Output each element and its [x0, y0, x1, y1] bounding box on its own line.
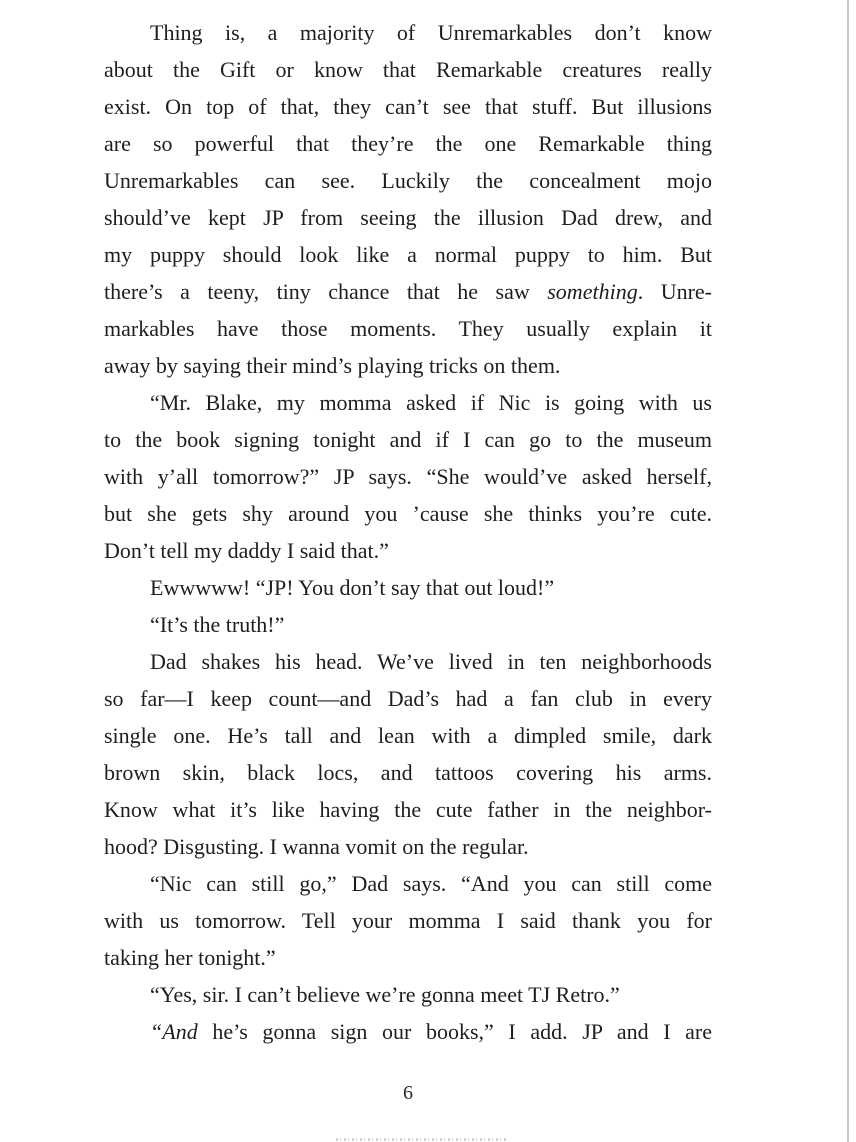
text-segment: markables have those moments. They usually explain it [104, 316, 712, 341]
cutoff-text-sliver [336, 1138, 508, 1141]
text-line [104, 532, 712, 569]
text-line [104, 458, 712, 495]
text-line [104, 976, 712, 1013]
text-segment: but she gets shy around you ’cause she thinks you’re cute. [104, 501, 712, 526]
text-segment: there’s a teeny, tiny chance that he saw [104, 279, 548, 304]
page-number: 6 [403, 1082, 413, 1104]
text-line [104, 717, 712, 754]
text-segment: “It’s the truth!” [150, 612, 285, 637]
text-line [104, 828, 712, 865]
text-segment: “Nic can still go,” Dad says. “And you can still come [150, 871, 712, 896]
text-line [104, 347, 712, 384]
text-segment: hood? Disgusting. I wanna vomit on the regular. [104, 834, 529, 859]
text-segment: “ [150, 1019, 163, 1044]
text-line [104, 865, 712, 902]
text-segment: . Unre- [637, 279, 712, 304]
text-segment: my puppy should look like a normal puppy to him. But [104, 242, 712, 267]
text-segment: away by saying their mind’s playing tricks on them. [104, 353, 561, 378]
text-segment: Ewwwww! “JP! You don’t say that out loud!” [150, 575, 555, 600]
text-line [104, 199, 712, 236]
text-line [104, 310, 712, 347]
text-segment: so far—I keep count—and Dad’s had a fan club in every [104, 686, 712, 711]
text-line [104, 1013, 712, 1050]
text-segment: “Mr. Blake, my momma asked if Nic is going with us [150, 390, 712, 415]
text-segment: should’ve kept JP from seeing the illusion Dad drew, and [104, 205, 712, 230]
text-line [104, 902, 712, 939]
text-line [104, 273, 712, 310]
text-line [104, 791, 712, 828]
text-segment: Thing is, a majority of Unremarkables don’t know [150, 20, 712, 45]
text-line [104, 236, 712, 273]
text-segment: exist. On top of that, they can’t see that stuff. But illusions [104, 94, 712, 119]
text-line [104, 680, 712, 717]
text-segment: brown skin, black locs, and tattoos covering his arms. [104, 760, 712, 785]
text-segment: with us tomorrow. Tell your momma I said thank you for [104, 908, 712, 933]
text-segment: are so powerful that they’re the one Remarkable thing [104, 131, 712, 156]
scrollbar-rule [847, 0, 849, 1142]
text-segment: single one. He’s tall and lean with a dimpled smile, dark [104, 723, 712, 748]
text-line [104, 125, 712, 162]
text-segment: to the book signing tonight and if I can go to the museum [104, 427, 712, 452]
text-line [104, 421, 712, 458]
text-line [104, 14, 712, 51]
text-line [104, 162, 712, 199]
text-segment: about the Gift or know that Remarkable creatures really [104, 57, 712, 82]
text-segment: he’s gonna sign our books,” I add. JP and I are [197, 1019, 712, 1044]
text-line [104, 606, 712, 643]
text-line [104, 939, 712, 976]
text-segment: Unremarkables can see. Luckily the concealment mojo [104, 168, 712, 193]
text-segment: with y’all tomorrow?” JP says. “She would’ve asked herself, [104, 464, 712, 489]
text-line [104, 384, 712, 421]
text-line [104, 569, 712, 606]
text-segment: Know what it’s like having the cute father in the neighbor- [104, 797, 712, 822]
text-segment: “Yes, sir. I can’t believe we’re gonna meet TJ Retro.” [150, 982, 620, 1007]
text-segment: something [547, 279, 638, 304]
text-line [104, 495, 712, 532]
text-block [104, 14, 712, 1050]
text-segment: Don’t tell my daddy I said that.” [104, 538, 389, 563]
text-line [104, 754, 712, 791]
text-segment: Dad shakes his head. We’ve lived in ten neighborhoods [150, 649, 712, 674]
text-line [104, 88, 712, 125]
text-segment: And [162, 1019, 198, 1044]
text-segment: taking her tonight.” [104, 945, 276, 970]
text-line [104, 643, 712, 680]
text-line [104, 51, 712, 88]
